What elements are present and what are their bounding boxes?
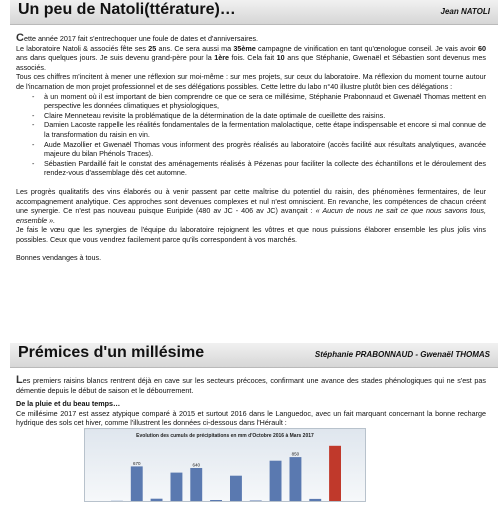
chart-bars [111, 446, 341, 501]
text-run: campagne de vinification en tant qu'œnologue conseil. Je vais avoir [256, 44, 478, 53]
bold-number: 1ère [214, 53, 229, 62]
precipitation-chart [84, 428, 366, 502]
section-author: Jean NATOLI [441, 7, 491, 16]
list-item: - à un moment où il est important de bien comprendre ce que ce sera ce millésime, Stéphanie Prabonnaud et Gwenaël Thomas mettent en perspective les données climatiques et physiologiques, [44, 92, 486, 111]
text-run: ans. Ce sera aussi ma [156, 44, 233, 53]
list-item: - Damien Lacoste rappelle les réalités fondamentales de la fermentation malolactique, cette étape indispensable et encore si mal connue de la transformation du raisin en vin. [44, 120, 486, 139]
bold-number: 60 [478, 44, 486, 53]
list-item: - Claire Menneteau revisite la problématique de la détermination de la date optimale de cueillette des raisins. [44, 111, 486, 121]
paragraph: Tous ces chiffres m'incitent à mener une réflexion sur moi-même : sur mes projets, sur ceux du laboratoire. Ma réflexion du moment tourne autour de l'incarnation de mon projet professionnel et de ses délégations possibles. Cette lettre du labo n°40 illustre plutôt bien ces délégations : [16, 72, 486, 91]
list-item: - Sébastien Pardaillé fait le constat des aménagements réalisés à Pézenas pour faciliter la collecte des échantillons et le déroulement des rendez-vous d'assemblage dès cet automne. [44, 159, 486, 178]
section-header-1 [10, 0, 498, 25]
subheading: De la pluie et du beau temps… [16, 399, 486, 409]
chart-title: Evolution des cumuls de précipitations en mm d'Octobre 2016 à Mars 2017 [136, 433, 314, 439]
chart-bar [171, 473, 183, 501]
paragraph [16, 34, 486, 44]
bold-number: 35ème [233, 44, 255, 53]
text-run: ans que Stéphanie, Gwenaël et Sébastien sont devenus mes associés. [16, 53, 486, 72]
bullet-list [16, 92, 486, 178]
text-run: ans dans quelques jours. Je suis devenu grand-père pour la [16, 53, 214, 62]
text-run: Les progrès qualitatifs des vins élaborés ou à venir passent par cette maîtrise du potentiel du raisin, des phénomènes fermentaires, de leur accompagnement analytique. Ces approches sont devenues complexes et nul n'est omniscient. En revanche, les compétences de chacun créent une synergie. Ce n'est pas nouveau puisque Euripide (480 av JC - 406 av JC) avançait : [16, 187, 486, 215]
section-1-body [16, 34, 486, 263]
list-item: - Aude Mazollier et Gwenaël Thomas vous informent des progrès réalisés au laboratoire (accès facilité aux résultats analytiques, avancée majeure du bilan Phénols Traces). [44, 140, 486, 159]
chart-bar [230, 476, 242, 501]
section-title: Un peu de Natoli(ttérature)… [18, 1, 236, 19]
text-run: fois. Cela fait [229, 53, 277, 62]
paragraph-text: es premiers raisins blancs rentrent déjà en cave sur les secteurs précoces, confirmant une avance des stades phénologiques qui ne s'est pas démentie depuis le début de saison et le débourrement. [16, 376, 486, 395]
chart-bar [250, 501, 262, 502]
closing-line: Bonnes vendanges à tous. [16, 253, 486, 263]
chart-data-label: 670 [133, 461, 141, 466]
bold-number: 10 [277, 53, 285, 62]
paragraph-text: ette année 2017 fait s'entrechoquer une foule de dates et d'anniversaires. [24, 34, 258, 43]
paragraph: Je fais le vœu que les synergies de l'équipe du laboratoire rejoignent les vôtres et que nous puissions élaborer ensemble les plus jolis vins possibles. Ceux que vous vendrez facilement parce qu'ils correspondent à vos marchés. [16, 225, 486, 244]
chart-svg [85, 429, 365, 501]
paragraph: Ce millésime 2017 est assez atypique comparé à 2015 et surtout 2016 dans le Languedoc, avec un fait marquant concernant la bonne recharge hydrique des sols cet hiver, comme l'illustrent les données ci-dessous dans l'Hérault : [16, 409, 486, 428]
section-author: Stéphanie PRABONNAUD - Gwenaël THOMAS [315, 350, 490, 359]
drop-cap: C [16, 32, 24, 44]
drop-cap: L [16, 374, 23, 386]
paragraph [16, 44, 486, 73]
paragraph [16, 376, 486, 395]
chart-bar [329, 446, 341, 501]
bold-number: 25 [148, 44, 156, 53]
chart-bar [210, 500, 222, 501]
chart-bar [270, 461, 282, 501]
chart-bar [131, 466, 143, 501]
section-2-body [16, 376, 486, 428]
chart-data-label: 640 [193, 463, 201, 468]
chart-bar [290, 457, 302, 501]
chart-data-label: 850 [292, 452, 300, 457]
section-header-2 [10, 343, 498, 368]
quote: « Aucun de nous ne sait ce que nous savons tous, ensemble ». [16, 206, 486, 225]
text-run: Le laboratoire Natoli & associés fête ses [16, 44, 148, 53]
section-title: Prémices d'un millésime [18, 344, 204, 362]
chart-bar [190, 468, 202, 501]
paragraph [16, 187, 486, 225]
